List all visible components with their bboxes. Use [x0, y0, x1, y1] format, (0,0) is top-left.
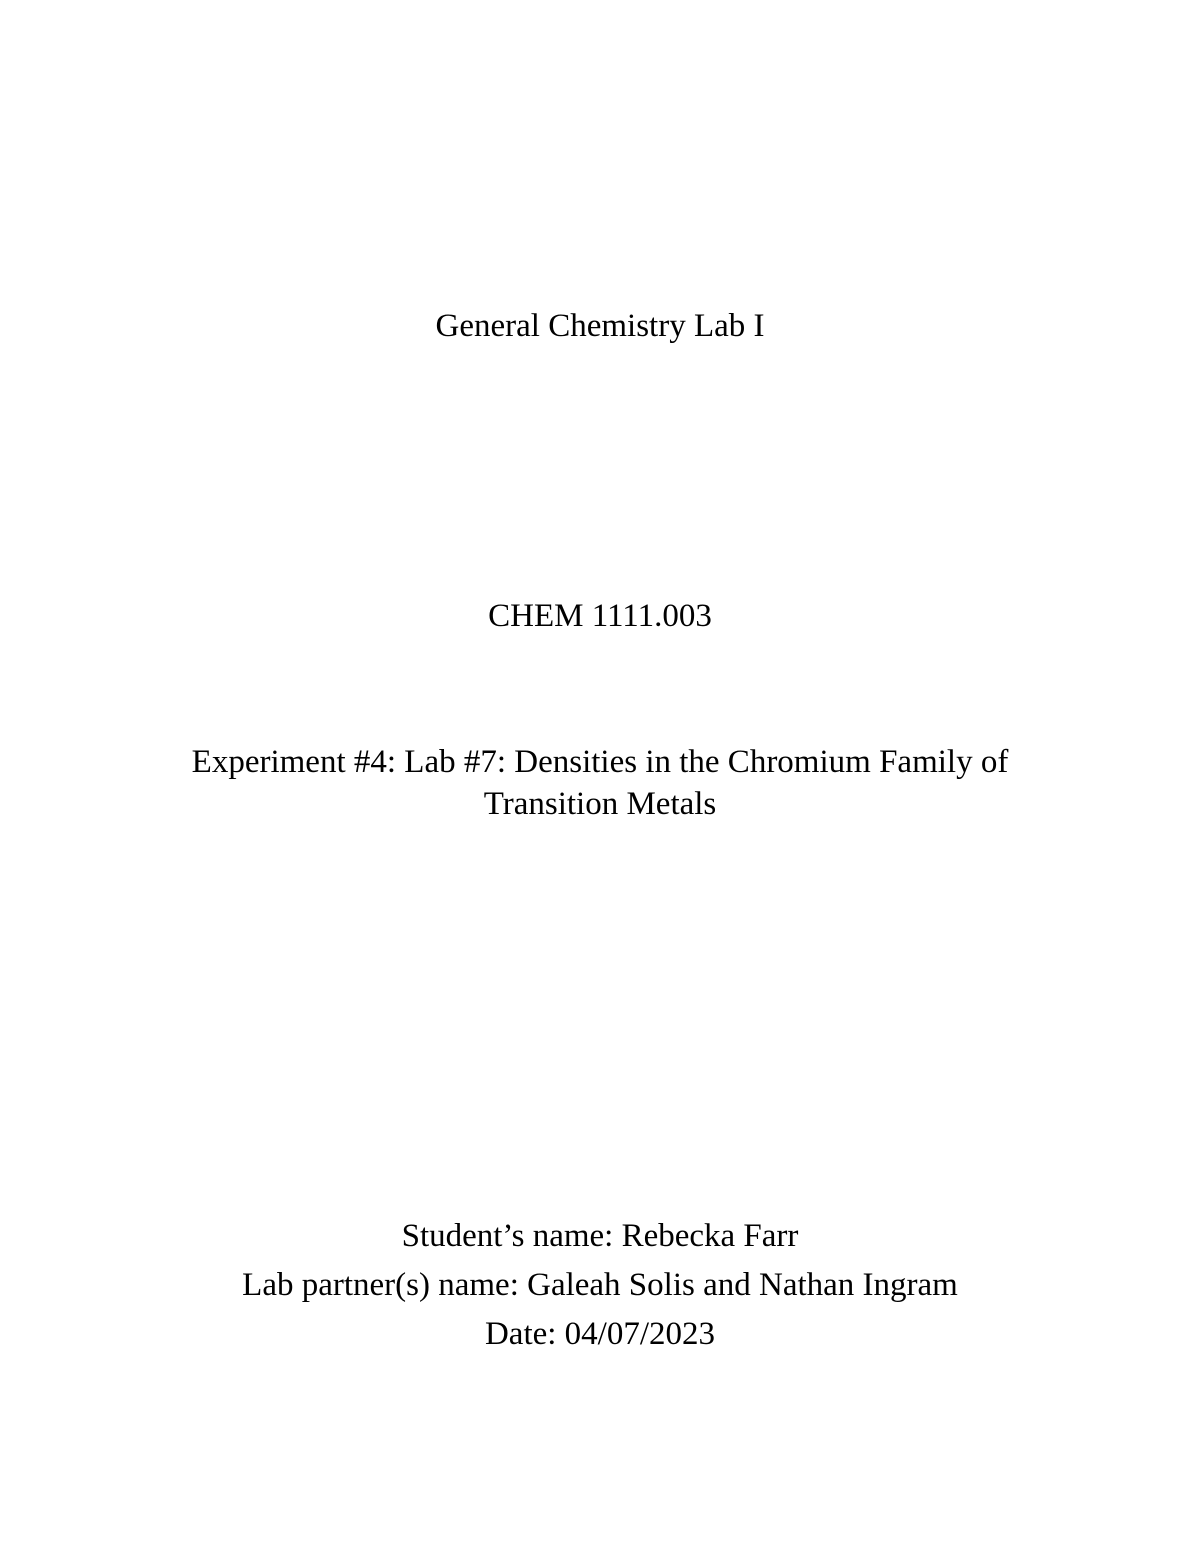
experiment-title-line-2: Transition Metals	[483, 786, 717, 822]
student-name: Student’s name: Rebecka Farr	[401, 1218, 799, 1254]
report-date: Date: 04/07/2023	[484, 1316, 716, 1352]
experiment-title-line-1: Experiment #4: Lab #7: Densities in the Chromium Family of	[191, 744, 1009, 780]
lab-partners: Lab partner(s) name: Galeah Solis and Nathan Ingram	[242, 1267, 958, 1303]
course-title: General Chemistry Lab I	[435, 308, 765, 344]
course-code: CHEM 1111.003	[488, 598, 712, 634]
